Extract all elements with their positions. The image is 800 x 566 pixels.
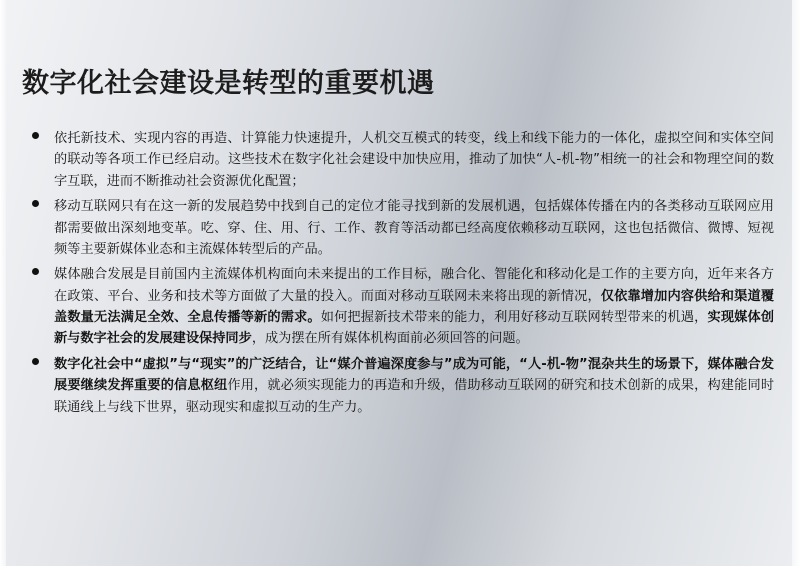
slide-right-edge xyxy=(792,0,800,566)
bullet-dot-icon xyxy=(32,358,39,365)
slide-left-edge xyxy=(0,0,6,566)
bullet-text-4: 数字化社会中“虚拟”与“现实”的广泛结合，让“媒介普遍深度参与”成为可能，“人-机-物”混杂共生的场景下，媒体融合发展要继续发挥重要的信息枢纽作用，就必须实现能力的再造和升级，借助移动互联网的研究和技术创新的成果，构建能同时联通线上与线下世界，驱动现实和虚拟互动的生产力。 xyxy=(54,356,775,415)
bullet-dot-icon xyxy=(32,132,39,139)
bullet-paragraph-4 xyxy=(28,354,774,418)
bullet-text-1: 依托新技术、实现内容的再造、计算能力快速提升，人机交互模式的转变，线上和线下能力的一体化，虚拟空间和实体空间的联动等各项工作已经启动。这些技术在数字化社会建设中加快应用，推动了加快“人-机-物”相统一的社会和物理空间的数字互联，进而不断推动社会资源优化配置； xyxy=(54,131,774,189)
bullet-paragraph-2 xyxy=(28,196,774,260)
bullet-dot-icon xyxy=(32,268,39,275)
bullet-paragraph-3 xyxy=(28,264,774,350)
bullet-text-3: 媒体融合发展是目前国内主流媒体机构面向未来提出的工作目标，融合化、智能化和移动化是工作的主要方向，近年来各方在政策、平台、业务和技术等方面做了大量的投入。而面对移动互联网未来将出现的新情况，仅依靠增加内容供给和渠道覆盖数量无法满足全效、全息传播等新的需求。如何把握新技术带来的能力，利用好移动互联网转型带来的机遇，实现媒体创新与数字社会的发展建设保持同步，成为摆在所有媒体机构面前必须回答的问题。 xyxy=(54,267,775,347)
slide-title: 数字化社会建设是转型的重要机遇 xyxy=(22,68,435,99)
bullet-text-2: 移动互联网只有在这一新的发展趋势中找到自己的定位才能寻找到新的发展机遇，包括媒体传播在内的各类移动互联网应用都需要做出深刻地变革。吃、穿、住、用、行、工作、教育等活动都已经高度依赖移动互联网，这也包括微信、微博、短视频等主要新媒体业态和主流媒体转型后的产品。 xyxy=(54,199,774,257)
bullet-dot-icon xyxy=(32,200,39,207)
bullet-paragraph-1 xyxy=(28,128,774,192)
slide-body xyxy=(28,128,774,422)
